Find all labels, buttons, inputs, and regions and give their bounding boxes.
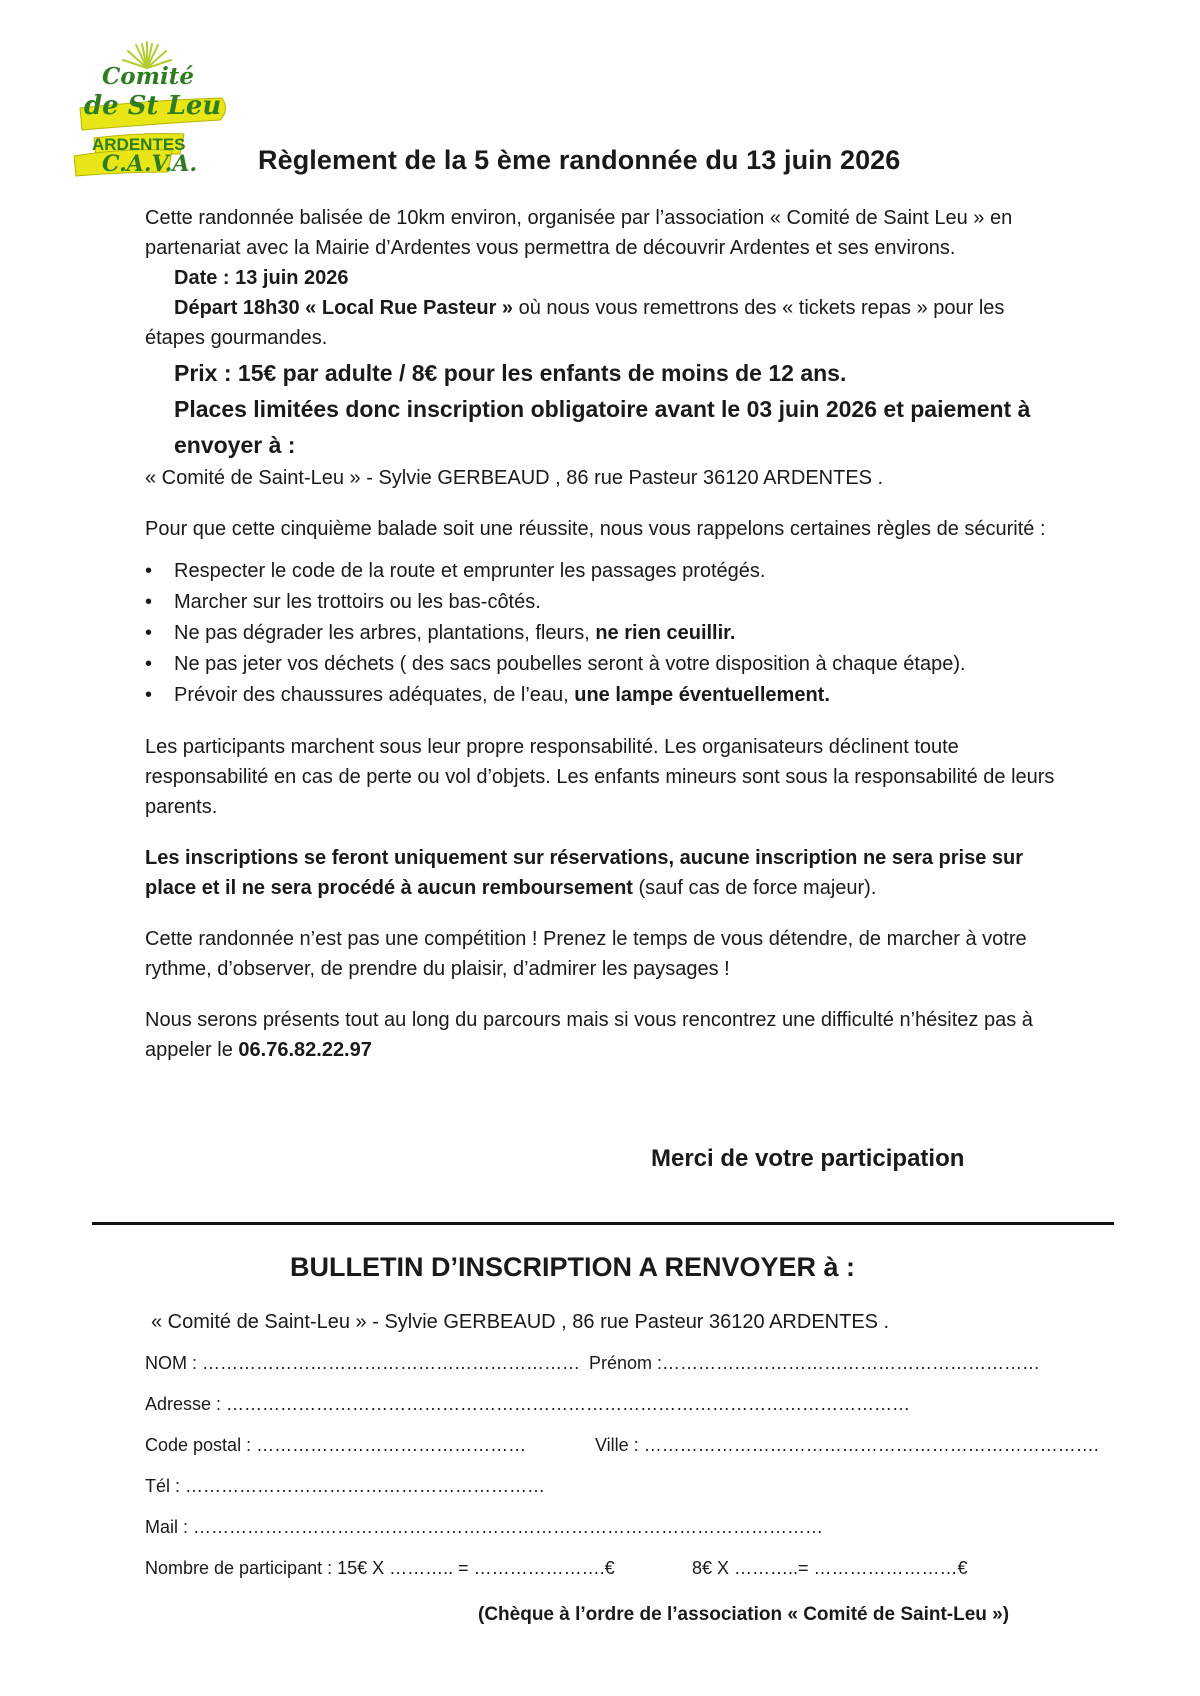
safety-rules-list xyxy=(145,556,1065,711)
phone-number: 06.76.82.22.97 xyxy=(238,1039,372,1061)
list-item: • Respecter le code de la route et emprunter les passages protégés. xyxy=(145,556,1065,587)
departure-paragraph xyxy=(145,293,1065,353)
thanks-line: Merci de votre participation xyxy=(651,1145,965,1172)
intro-paragraph: Cette randonnée balisée de 10km environ, organisée par l’association « Comité de Saint Leu » en partenariat avec la Mairie d’Ardentes vous permettra de découvrir Ardentes et ses environs. xyxy=(145,207,1013,259)
places-line: Places limitées donc inscription obligatoire avant le 03 juin 2026 et paiement à envoyer à : xyxy=(174,396,1031,458)
bulletin-title: BULLETIN D’INSCRIPTION A RENVOYER à : xyxy=(290,1252,856,1282)
section-divider xyxy=(92,1222,1114,1225)
competition-paragraph: Cette randonnée n’est pas une compétition ! Prenez le temps de vous détendre, de marcher à votre rythme, d’observer, de prendre du plaisir, d’admirer les paysages ! xyxy=(145,928,1027,980)
comite-saint-leu-logo xyxy=(72,38,232,186)
prenom-field[interactable]: Prénom :……………………………………………………… xyxy=(589,1353,1041,1373)
code-postal-field[interactable]: Code postal : ……………………………………… xyxy=(145,1435,527,1455)
svg-text:de St Leu: de St Leu xyxy=(84,91,222,121)
date-line: Date : 13 juin 2026 xyxy=(174,267,349,289)
svg-text:ARDENTES: ARDENTES xyxy=(92,135,186,154)
list-item: • Marcher sur les trottoirs ou les bas-côtés. xyxy=(145,587,1065,618)
nom-field[interactable]: NOM : ……………………………………………………… xyxy=(145,1353,580,1373)
bullet-icon: • xyxy=(145,653,153,675)
bullet-icon: • xyxy=(145,622,153,644)
cheque-note: (Chèque à l’ordre de l’association « Comité de Saint-Leu ») xyxy=(478,1604,1010,1625)
bullet-icon: • xyxy=(145,684,153,706)
participants-adult-field[interactable]: Nombre de participant : 15€ X ……….. = ………………….€ xyxy=(145,1558,615,1578)
tel-field[interactable]: Tél : …………………………………………………… xyxy=(145,1476,546,1496)
responsibility-paragraph: Les participants marchent sous leur propre responsabilité. Les organisateurs déclinent toute responsabilité en cas de perte ou vol d’objets. Les enfants mineurs sont sous la responsabilité de leurs parents. xyxy=(145,736,1055,818)
bullet-icon: • xyxy=(145,560,153,582)
payment-address: « Comité de Saint-Leu » - Sylvie GERBEAUD , 86 rue Pasteur 36120 ARDENTES . xyxy=(145,467,884,489)
page-title: Règlement de la 5 ème randonnée du 13 juin 2026 xyxy=(258,145,901,175)
participants-child-field[interactable]: 8€ X ………..= ……………………€ xyxy=(692,1558,968,1578)
rules-body xyxy=(145,203,1065,1065)
departure-bold: Départ 18h30 « Local Rue Pasteur » xyxy=(174,297,514,319)
safety-intro: Pour que cette cinquième balade soit une réussite, nous vous rappelons certaines règles de sécurité : xyxy=(145,518,1046,540)
svg-text:C.A.V.A.: C.A.V.A. xyxy=(102,151,198,177)
svg-text:Comité: Comité xyxy=(102,63,194,90)
list-item: • Ne pas dégrader les arbres, plantations, fleurs, ne rien ceuillir. xyxy=(145,618,1065,649)
price-line: Prix : 15€ par adulte / 8€ pour les enfants de moins de 12 ans. xyxy=(174,360,847,386)
list-item: • Ne pas jeter vos déchets ( des sacs poubelles seront à votre disposition à chaque étape). xyxy=(145,649,1065,680)
ville-field[interactable]: Ville : …………………………………………………………………. xyxy=(595,1435,1099,1455)
mail-field[interactable]: Mail : …………………………………………………………………………………………… xyxy=(145,1517,824,1537)
reservation-paragraph: Les inscriptions se feront uniquement sur réservations, aucune inscription ne sera prise sur place et il ne sera procédé à aucun remboursement (sauf cas de force majeur). xyxy=(145,847,1024,899)
departure-rest: où nous vous remettrons des « tickets repas » pour les étapes gourmandes. xyxy=(145,297,1005,349)
bulletin-address: « Comité de Saint-Leu » - Sylvie GERBEAUD , 86 rue Pasteur 36120 ARDENTES . xyxy=(151,1311,890,1333)
adresse-field[interactable]: Adresse : …………………………………………………………………………………………………… xyxy=(145,1394,911,1414)
list-item: • Prévoir des chaussures adéquates, de l’eau, une lampe éventuellement. xyxy=(145,680,1065,711)
bullet-icon: • xyxy=(145,591,153,613)
contact-paragraph: Nous serons présents tout au long du parcours mais si vous rencontrez une difficulté n’hésitez pas à appeler le 06.76.82.22.97 xyxy=(145,1009,1033,1061)
